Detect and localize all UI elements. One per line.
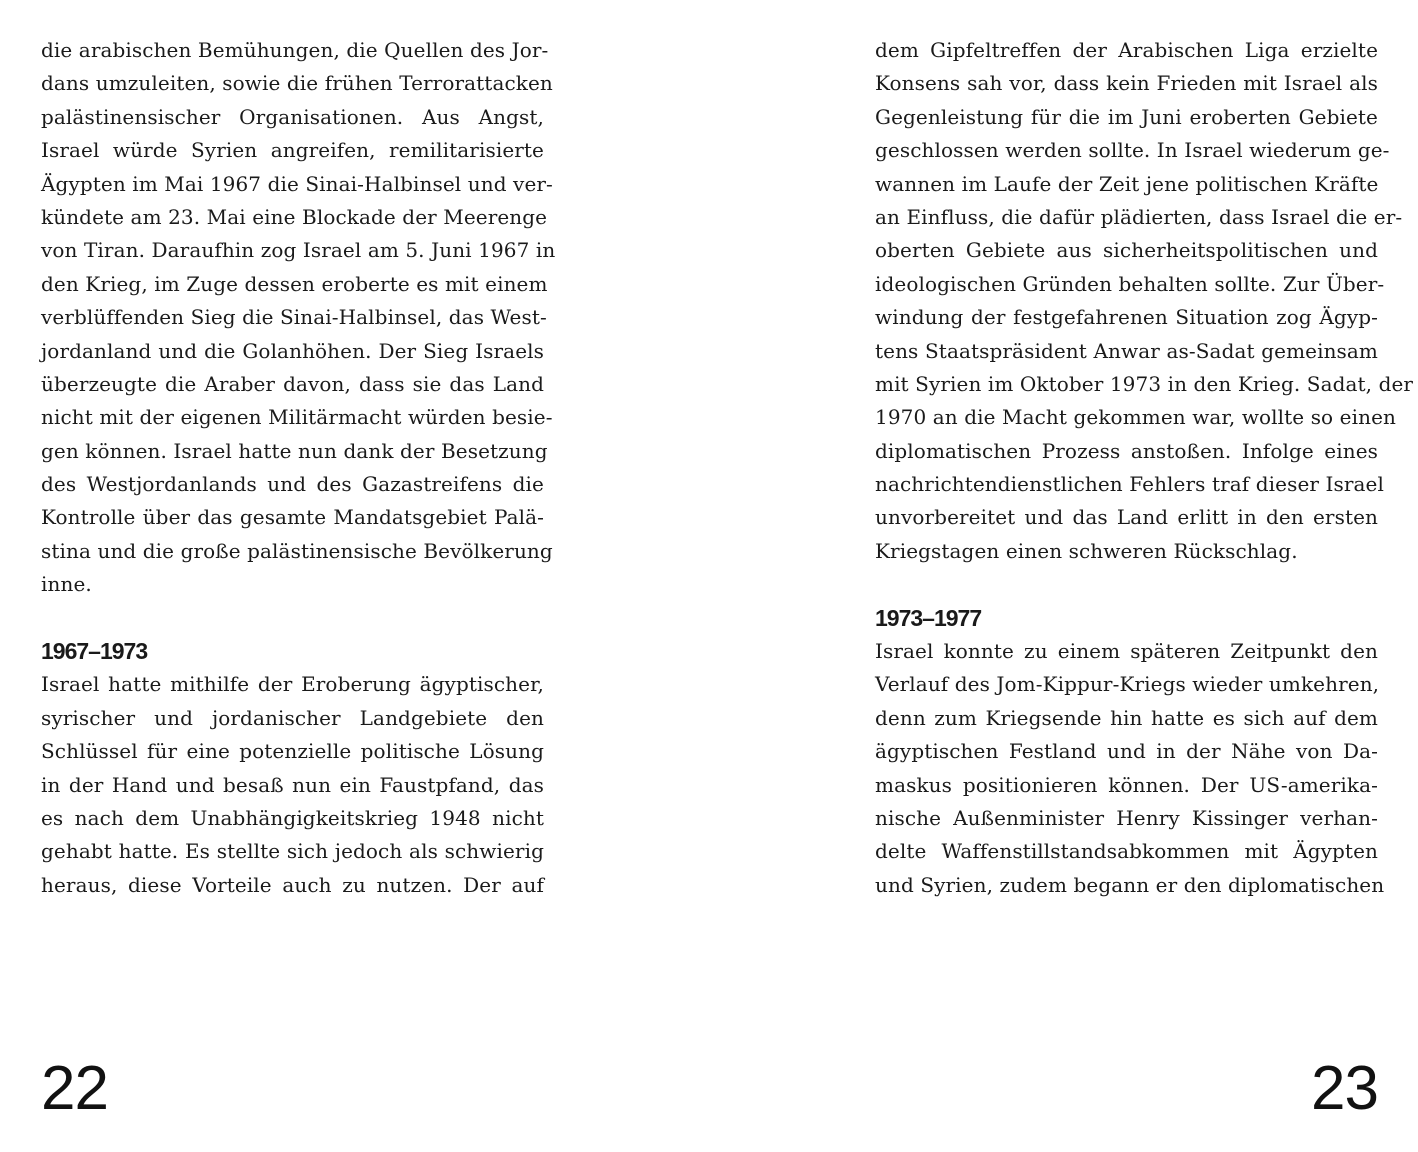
text-line: an Einfluss, die dafür plädierten, dass Israel die er-	[875, 204, 1403, 229]
text-line: in der Hand und besaß nun ein Faustpfand, das	[41, 772, 544, 797]
text-line: 1970 an die Macht gekommen war, wollte so einen	[875, 405, 1396, 430]
text-line: Kriegstagen einen schweren Rückschlag.	[875, 538, 1298, 563]
text-line: oberten Gebiete aus sicherheitspolitischen und	[875, 238, 1378, 263]
text-line: palästinensischer Organisationen. Aus Angst,	[41, 104, 544, 129]
text-line: Kontrolle über das gesamte Mandatsgebiet Palä-	[41, 505, 544, 530]
text-line: des Westjordanlands und des Gazastreifens die	[41, 472, 544, 497]
text-line: es nach dem Unabhängigkeitskrieg 1948 nicht	[41, 805, 544, 830]
right-page	[709, 0, 1418, 1152]
text-line: gen können. Israel hatte nun dank der Besetzung	[41, 438, 548, 463]
text-line: nachrichtendienstlichen Fehlers traf dieser Israel	[875, 472, 1384, 497]
text-line: delte Waffenstillstandsabkommen mit Ägypten	[875, 839, 1378, 864]
text-line: gehabt hatte. Es stellte sich jedoch als schwierig	[41, 839, 544, 864]
text-line: dans umzuleiten, sowie die frühen Terrorattacken	[41, 71, 553, 96]
text-line: mit Syrien im Oktober 1973 in den Krieg. Sadat, der	[875, 371, 1414, 396]
text-line: ägyptischen Festland und in der Nähe von Da-	[875, 739, 1378, 764]
text-line: denn zum Kriegsende hin hatte es sich auf dem	[875, 705, 1378, 730]
text-line: Israel konnte zu einem späteren Zeitpunkt den	[875, 639, 1378, 664]
section-heading: 1973–1977	[875, 604, 982, 631]
text-line: syrischer und jordanischer Landgebiete den	[41, 705, 544, 730]
section-heading: 1967–1973	[41, 638, 148, 665]
text-line: Verlauf des Jom-Kippur-Kriegs wieder umkehren,	[875, 672, 1380, 697]
text-line: jordanland und die Golanhöhen. Der Sieg Israels	[41, 338, 544, 363]
text-line: Schlüssel für eine potenzielle politische Lösung	[41, 739, 544, 764]
text-line: Gegenleistung für die im Juni eroberten Gebiete	[875, 104, 1378, 129]
text-line: ideologischen Gründen behalten sollte. Zur Über-	[875, 271, 1385, 296]
left-text-column	[41, 34, 556, 902]
text-line: Konsens sah vor, dass kein Frieden mit Israel als	[875, 71, 1378, 96]
text-line: wannen im Laufe der Zeit jene politischen Kräfte	[875, 171, 1379, 196]
text-line: Ägypten im Mai 1967 die Sinai-Halbinsel und ver-	[41, 171, 553, 196]
right-paragraph-1	[875, 34, 1414, 568]
text-line: dem Gipfeltreffen der Arabischen Liga erzielte	[875, 38, 1378, 62]
text-line: nicht mit der eigenen Militärmacht würden besie-	[41, 405, 553, 430]
text-line: kündete am 23. Mai eine Blockade der Meerenge	[41, 204, 548, 229]
text-line: heraus, diese Vorteile auch zu nutzen. Der auf	[41, 872, 544, 897]
left-paragraph-2	[41, 668, 544, 902]
text-line: inne.	[41, 572, 92, 597]
text-line: und Syrien, zudem begann er den diplomatischen	[875, 872, 1385, 897]
left-paragraph-1	[41, 34, 556, 602]
text-line: überzeugte die Araber davon, dass sie das Land	[41, 371, 544, 396]
text-line: stina und die große palästinensische Bevölkerung	[41, 538, 553, 563]
right-text-column	[875, 34, 1414, 902]
text-line: verblüffenden Sieg die Sinai-Halbinsel, das West-	[41, 305, 547, 330]
text-line: Israel würde Syrien angreifen, remilitarisierte	[41, 138, 544, 163]
text-line: die arabischen Bemühungen, die Quellen des Jor-	[41, 38, 549, 62]
text-line: windung der festgefahrenen Situation zog Ägyp-	[875, 305, 1378, 330]
right-paragraph-2	[875, 635, 1385, 902]
text-line: tens Staatspräsident Anwar as-Sadat gemeinsam	[875, 338, 1378, 363]
text-line: Israel hatte mithilfe der Eroberung ägyptischer,	[41, 672, 544, 697]
text-line: maskus positionieren können. Der US-amerika-	[875, 772, 1378, 797]
text-line: den Krieg, im Zuge dessen eroberte es mit einem	[41, 271, 548, 296]
text-line: geschlossen werden sollte. In Israel wiederum ge-	[875, 138, 1390, 163]
text-line: von Tiran. Daraufhin zog Israel am 5. Juni 1967 in	[41, 238, 556, 263]
page-number: 23	[1311, 1054, 1378, 1123]
text-line: diplomatischen Prozess anstoßen. Infolge eines	[875, 438, 1378, 463]
text-line: nische Außenminister Henry Kissinger verhan-	[875, 805, 1378, 830]
page-number: 22	[41, 1054, 108, 1123]
text-line: unvorbereitet und das Land erlitt in den ersten	[875, 505, 1378, 530]
